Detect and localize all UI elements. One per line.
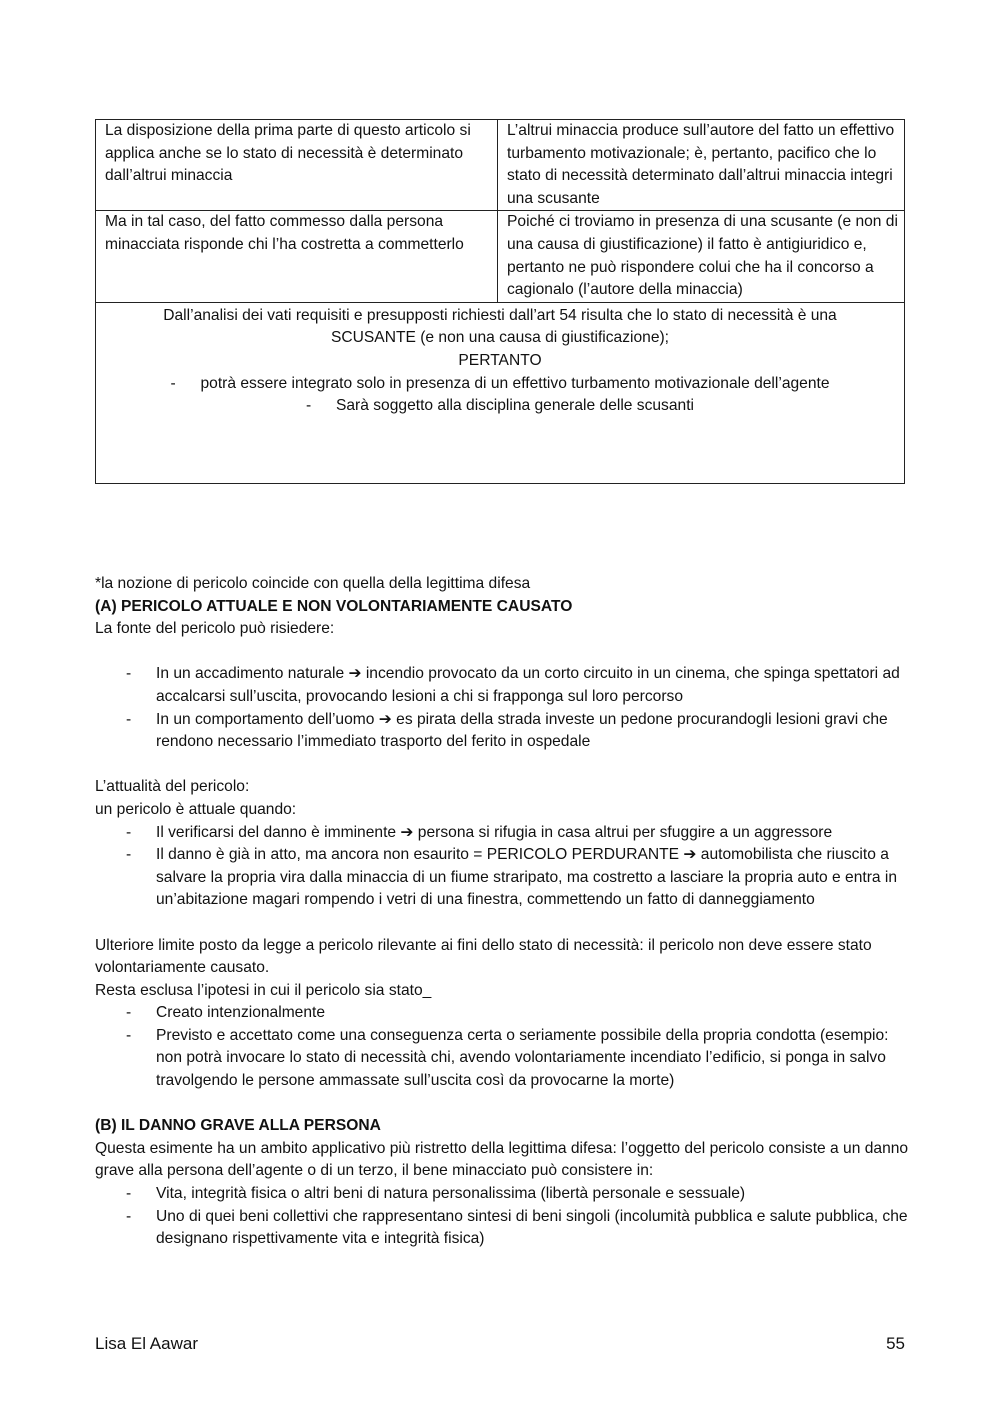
summary-line: PERTANTO [458, 351, 542, 369]
list-item: - Uno di quei beni collettivi che rappresentano sintesi di beni singoli (incolumità pubblica e salute pubblica, che designano rispettivamente vita e integrità fisica) [126, 1207, 908, 1248]
table-summary-cell [96, 302, 905, 483]
note-text: *la nozione di pericolo coincide con quella della legittima difesa [95, 575, 531, 592]
table-row [96, 211, 905, 302]
summary-line: SCUSANTE (e non una causa di giustificazione); [330, 329, 670, 347]
summary-bullet: - Sarà soggetto alla disciplina generale delle scusanti [305, 397, 695, 415]
list-item: - Il verificarsi del danno è imminente ➔ persona si rifugia in casa altrui per sfuggire a un aggressore [126, 823, 833, 841]
summary-bullet: - potrà essere integrato solo in presenza di un effettivo turbamento motivazionale dell’agente [170, 374, 830, 392]
body-text [95, 573, 910, 1251]
footer-author: Lisa El Aawar [95, 1334, 198, 1353]
paragraph: Resta esclusa l’ipotesi in cui il pericolo sia stato_ [95, 981, 432, 999]
list-item: - In un comportamento dell’uomo ➔ es pirata della strada investe un pedone procurandogli lesioni gravi che rendono necessario l’immediato trasporto del ferito in ospedale [126, 710, 888, 751]
fonte-list [95, 663, 910, 753]
table-cell-left: La disposizione della prima parte di questo articolo si applica anche se lo stato di necessità è determinato dall’altrui minaccia [96, 120, 498, 211]
paragraph: un pericolo è attuale quando: [95, 800, 297, 818]
list-item: - Vita, integrità fisica o altri beni di natura personalissima (libertà personale e sessuale) [126, 1185, 746, 1203]
section-heading-a: (A) PERICOLO ATTUALE E NON VOLONTARIAMENTE CAUSATO [95, 597, 573, 615]
table-row [96, 120, 905, 211]
list-item: - Previsto e accettato come una conseguenza certa o seriamente possibile della propria condotta (esempio: non potrà invocare lo stato di necessità chi, avendo volontariamente incendiato l’edificio, si ponga in salvo travolgendo le persone ammassate sull’uscita così da provocarne la morte) [126, 1026, 889, 1090]
paragraph: Questa esimente ha un ambito applicativo più ristretto della legittima difesa: l’oggetto del pericolo consiste a un danno grave alla persona dell’agente o di un terzo, il bene minacciato può consistere in: [95, 1139, 909, 1180]
esclusa-list [95, 1002, 910, 1092]
list-item: - Creato intenzionalmente [126, 1004, 326, 1022]
comparison-table [95, 119, 905, 484]
table-summary-row [96, 302, 905, 483]
page-number: 55 [886, 1334, 905, 1353]
beni-list [95, 1183, 910, 1251]
paragraph: Ulteriore limite posto da legge a pericolo rilevante ai fini dello stato di necessità: il pericolo non deve essere stato volontariamente causato. [95, 936, 872, 977]
paragraph: La fonte del pericolo può risiedere: [95, 620, 335, 638]
summary-line: Dall’analisi dei vati requisiti e presupposti richiesti dall’art 54 risulta che lo stato di necessità è una [163, 306, 837, 324]
section-heading-b: (B) IL DANNO GRAVE ALLA PERSONA [95, 1117, 381, 1135]
table-cell-left: Ma in tal caso, del fatto commesso dalla persona minacciata risponde chi l’ha costretta a commetterlo [96, 211, 498, 302]
attualita-list [95, 822, 910, 912]
list-item: - In un accadimento naturale ➔ incendio provocato da un corto circuito in un cinema, che spinga spettatori ad accalcarsi sull’uscita, provocando lesioni a chi si frapponga sul loro percorso [126, 665, 900, 705]
list-item: - Il danno è già in atto, ma ancora non esaurito = PERICOLO PERDURANTE ➔ automobilista che riuscito a salvare la propria vira dalla minaccia di un fiume straripato, ma costretto a lasciare la propria auto e entra in un’abitazione magari rompendo i vetri di una finestra, commettendo un fatto di danneggiamento [126, 846, 898, 909]
paragraph: L’attualità del pericolo: [95, 778, 250, 796]
table-cell-right: L’altrui minaccia produce sull’autore del fatto un effettivo turbamento motivazionale; è, pertanto, pacifico che lo stato di necessità determinato dall’altrui minaccia integri una scusante [498, 120, 905, 211]
table-container [95, 119, 905, 484]
table-cell-right: Poiché ci troviamo in presenza di una scusante (e non di una causa di giustificazione) il fatto è antigiuridico e, pertanto ne può rispondere colui che ha il concorso a cagionalo (l’autore della minaccia) [498, 211, 905, 302]
